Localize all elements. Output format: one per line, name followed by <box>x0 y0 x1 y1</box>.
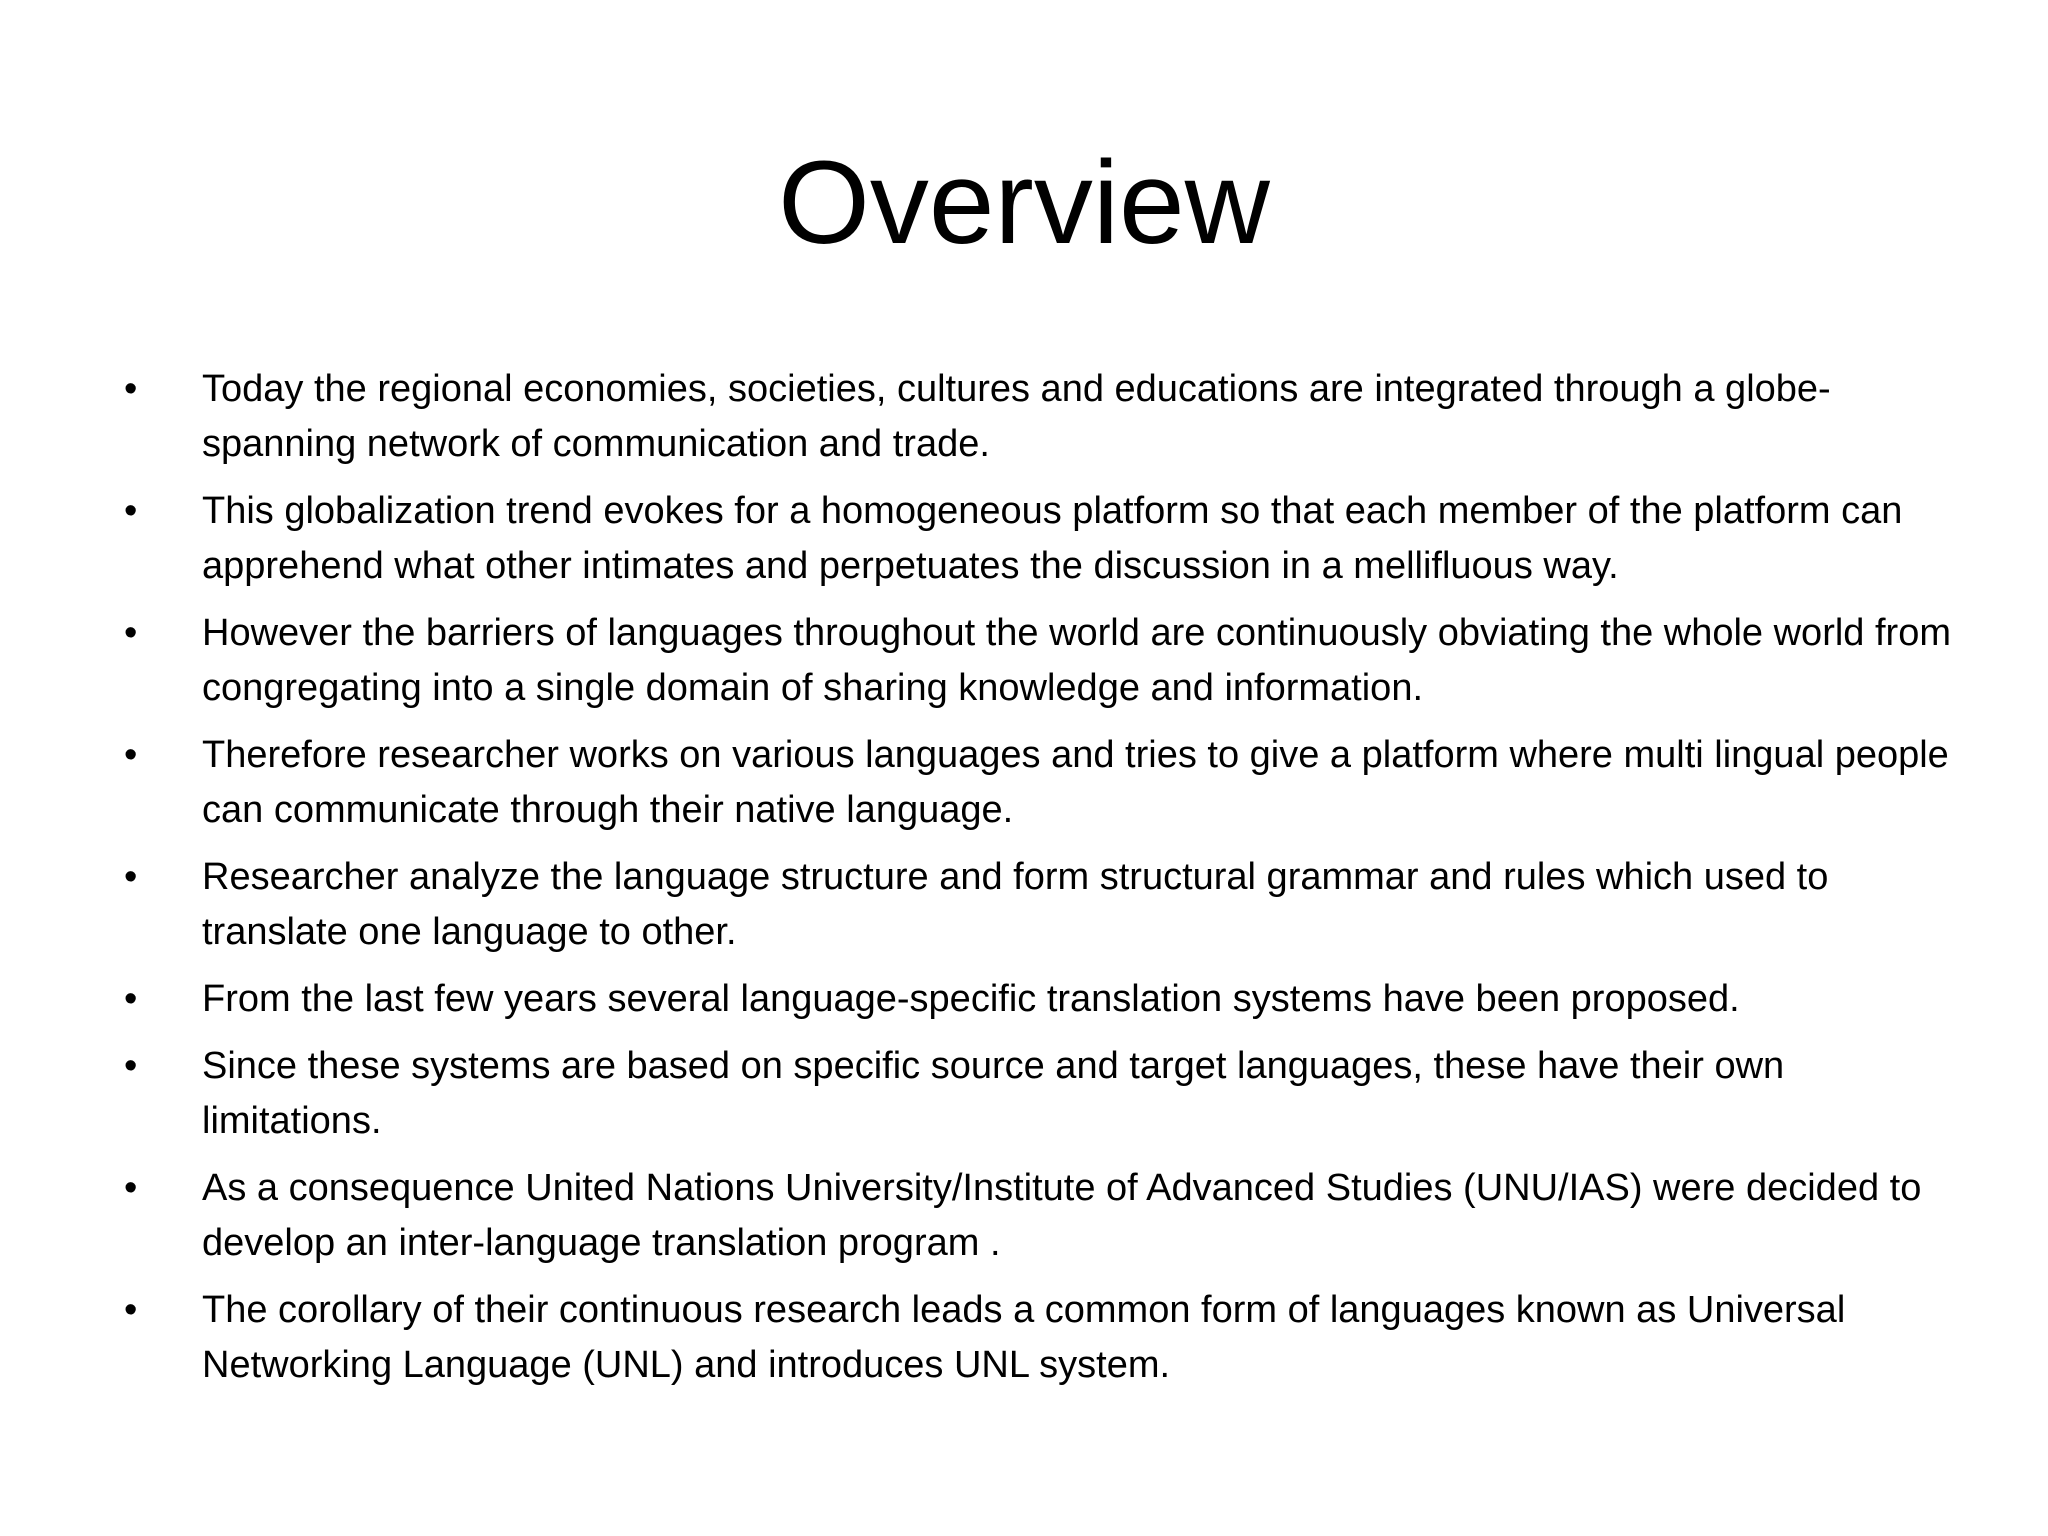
bullet-item <box>124 1161 1954 1271</box>
bullet-marker: • <box>124 490 138 532</box>
bullet-text: As a consequence United Nations University/Institute of Advanced Studies (UNU/IAS) were decided to develop an inter-language translation program . <box>202 1167 1922 1264</box>
bullet-item <box>124 728 1954 838</box>
bullet-item <box>124 1283 1954 1393</box>
bullet-text: Since these systems are based on specific source and target languages, these have their own limitations. <box>202 1045 1785 1142</box>
bullet-text: The corollary of their continuous research leads a common form of languages known as Universal Networking Language (UNL) and introduces UNL system. <box>202 1289 1846 1386</box>
bullet-text: Researcher analyze the language structure and form structural grammar and rules which used to translate one language to other. <box>202 856 1829 953</box>
bullet-marker: • <box>124 612 138 654</box>
bullet-marker: • <box>124 1289 138 1331</box>
bullet-marker: • <box>124 1167 138 1209</box>
bullet-text: This globalization trend evokes for a homogeneous platform so that each member of the platform can apprehend what other intimates and perpetuates the discussion in a mellifluous way. <box>202 490 1903 587</box>
bullet-marker: • <box>124 856 138 898</box>
bullet-list <box>124 362 1954 1405</box>
bullet-item <box>124 850 1954 960</box>
bullet-marker: • <box>124 1045 138 1087</box>
bullet-item <box>124 606 1954 716</box>
bullet-text: Today the regional economies, societies, cultures and educations are integrated through a globe-spanning network of communication and trade. <box>202 368 1831 465</box>
bullet-item <box>124 972 1954 1027</box>
bullet-item <box>124 362 1954 472</box>
bullet-marker: • <box>124 368 138 410</box>
bullet-item <box>124 1039 1954 1149</box>
bullet-item <box>124 484 1954 594</box>
bullet-text: From the last few years several language-specific translation systems have been proposed. <box>202 978 1740 1020</box>
bullet-marker: • <box>124 734 138 776</box>
bullet-marker: • <box>124 978 138 1020</box>
bullet-text: Therefore researcher works on various languages and tries to give a platform where multi lingual people can communicate through their native language. <box>202 734 1949 831</box>
slide-title: Overview <box>778 137 1270 269</box>
bullet-text: However the barriers of languages throughout the world are continuously obviating the whole world from congregating into a single domain of sharing knowledge and information. <box>202 612 1951 709</box>
